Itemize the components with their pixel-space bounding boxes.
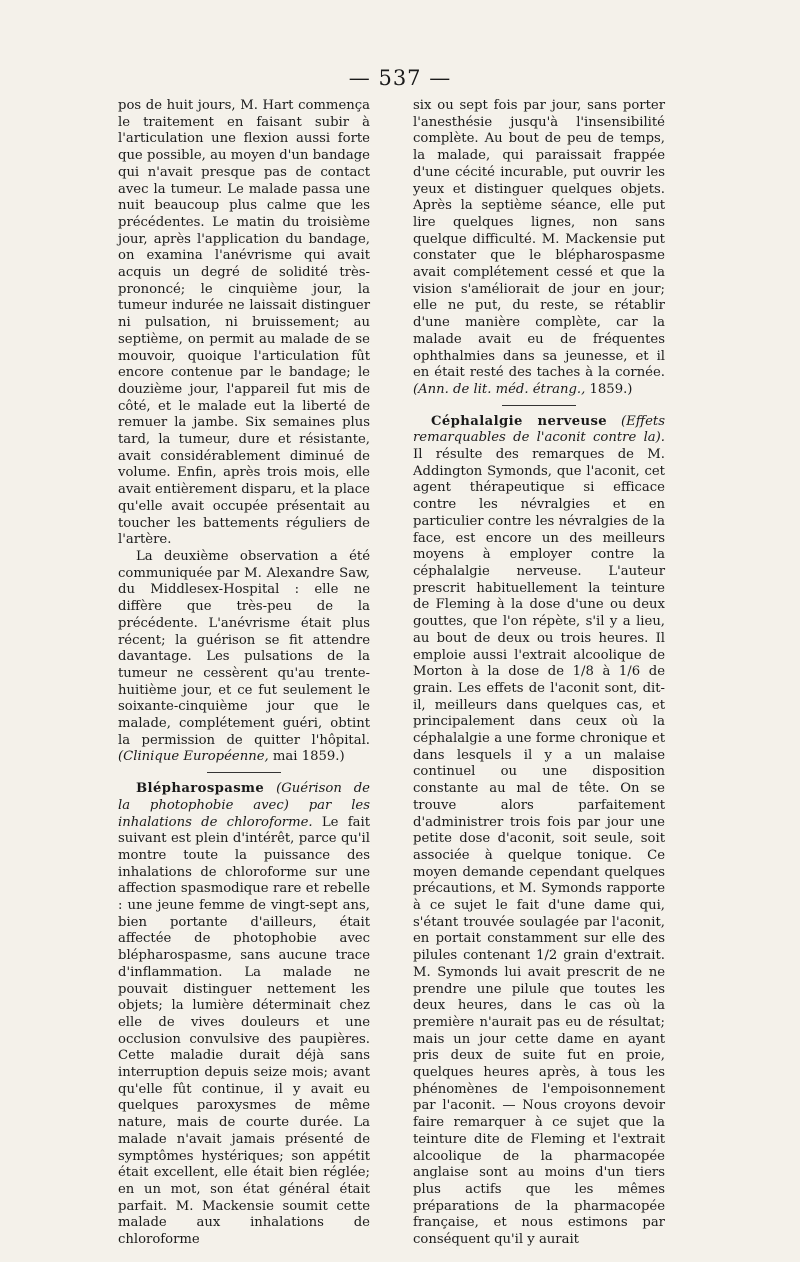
source-citation-annales: (Ann. de lit. méd. étrang., (413, 381, 586, 397)
paragraph-second-observation (118, 549, 370, 766)
left-column (118, 98, 370, 1249)
section-heading-cephalalgie: Céphalalgie nerveuse (431, 413, 608, 429)
paragraph-cephalalgie (413, 414, 665, 1249)
section-subtitle-cephalalgie: (Effets remarquables de l'aconit contre la). (413, 413, 665, 446)
right-column (413, 98, 665, 1249)
blepharospasme-body: Le fait suivant est plein d'intérêt, parce qu'il montre toute la puissance des inhalations de chloroforme sur une affection spasmodique rare et rebelle : une jeune femme de vingt-sept ans, bien portante d'ailleurs, était affectée de photophobie avec blépharospasme, sans aucune trace d'inflammation. La malade ne pouvait distinguer nettement les objets; la lumière déterminait chez elle de vives douleurs et une occlusion convulsive des paupières. Cette maladie durait déjà sans interruption depuis seize mois; avant qu'elle fût continue, il y avait eu quelques paroxysmes de même nature, mais de courte durée. La malade n'avait jamais présenté de symptômes hystériques; son appétit était excellent, elle était bien réglée; en un mot, son état général était parfait. M. Mackensie soumit cette malade aux inhalations de chloroforme (118, 814, 370, 1248)
paragraph-blepharospasme-continued (413, 98, 665, 399)
cephalalgie-body: Il résulte des remarques de M. Addington Symonds, que l'aconit, cet agent thérapeutique si efficace contre les névralgies et en particulier contre les névralgies de la face, est encore un des meilleurs moyens à employer contre la céphalalgie nerveuse. L'auteur prescrit habituellement la teinture de Fleming à la dose d'une ou deux gouttes, que l'on répète, s'il y a lieu, au bout de deux ou trois heures. Il emploie aussi l'extrait alcoolique de Morton à la dose de 1/8 à 1/6 de grain. Les effets de l'aconit sont, dit-il, meilleurs dans quelques cas, et principalement dans ceux où la céphalalgie a une forme chronique et dans lesquels il y a un malaise continuel ou une disposition constante au mal de tête. On se trouve alors parfaitement d'administrer trois fois par jour une petite dose d'aconit, soit seule, soit associée à quelque tonique. Ce moyen demande cependant quelques précautions, et M. Symonds rapporte à ce sujet le fait d'une dame qui, s'étant trouvée soulagée par l'aconit, en portait constamment sur elle des pilules contenant 1/2 grain d'extrait. M. Symonds lui avait prescrit de ne prendre une pilule que toutes les deux heures, dans le cas où la première n'aurait pas eu de résultat; mais un jour cette dame en ayant pris deux de suite fut en proie, quelques heures après, à tous les phénomènes de l'empoisonnement par l'aconit. — Nous croyons devoir faire remarquer à ce sujet que la teinture dite de Fleming et l'extrait alcoolique de la pharmacopée anglaise sont au moins d'un tiers plus actifs que les mêmes préparations de la pharmacopée française, et nous estimons par conséquent qu'il y aurait (413, 447, 665, 1248)
paragraph-blepharospasme (118, 781, 370, 1249)
continued-text: six ou sept fois par jour, sans porter l'anesthésie jusqu'à l'insensibilité complète. Au bout de peu de temps, la malade, qui paraissait frappée d'une cécité incurable, put ouvrir les yeux et distinguer quelques objets. Après la septième séance, elle put lire quelques lignes, non sans quelque difficulté. M. Mackensie put constater que le blépharospasme avait complétement cessé et que la vision s'améliorait de jour en jour; elle ne put, du reste, se rétablir d'une manière complète, car la malade avait eu de fréquentes ophthalmies dans sa jeunesse, et il en était resté des taches à la cornée. (413, 98, 665, 381)
section-subtitle-blepharospasme: (Guérison de la photophobie avec) par les inhalations de chloroforme. (118, 781, 370, 830)
page-number: — 537 — (348, 66, 452, 90)
section-divider (207, 772, 281, 773)
source-date-annales: 1859.) (589, 381, 633, 397)
second-observation-text: La deuxième observation a été communiquée par M. Alexandre Saw, du Middlesex-Hospital : elle ne diffère que très-peu de la précédente. L'anévrisme était plus récent; la guérison se fit attendre davantage. Les pulsations de la tumeur ne cessèrent qu'au trente-huitième jour, et ce fut seulement le soixante-cinquième jour que le malade, complétement guéri, obtint la permission de quitter l'hôpital. (118, 548, 370, 748)
source-date: mai 1859.) (272, 749, 345, 765)
section-heading-blepharospasme: Blépharospasme (136, 781, 265, 797)
section-divider-right (502, 405, 576, 406)
source-citation: (Clinique Européenne, (118, 749, 269, 765)
paragraph-hart-treatment: pos de huit jours, M. Hart commença le traitement en faisant subir à l'articulation une flexion aussi forte que possible, au moyen d'un bandage qui n'avait presque pas de contact avec la tumeur. Le malade passa une nuit beaucoup plus calme que les précédentes. Le matin du troisième jour, après l'application du bandage, on examina l'anévrisme qui avait acquis un degré de solidité très-prononcé; le cinquième jour, la tumeur indurée ne laissait distinguer ni pulsation, ni bruissement; au septième, on permit au malade de se mouvoir, quoique l'articulation fût encore contenue par le bandage; le douzième jour, l'appareil fut mis de côté, et le malade eut la liberté de remuer la jambe. Six semaines plus tard, la tumeur, dure et résistante, avait considérablement diminué de volume. Enfin, après trois mois, elle avait entièrement disparu, et la place qu'elle avait occupée présentait au toucher les battements réguliers de l'artère. (118, 98, 370, 548)
